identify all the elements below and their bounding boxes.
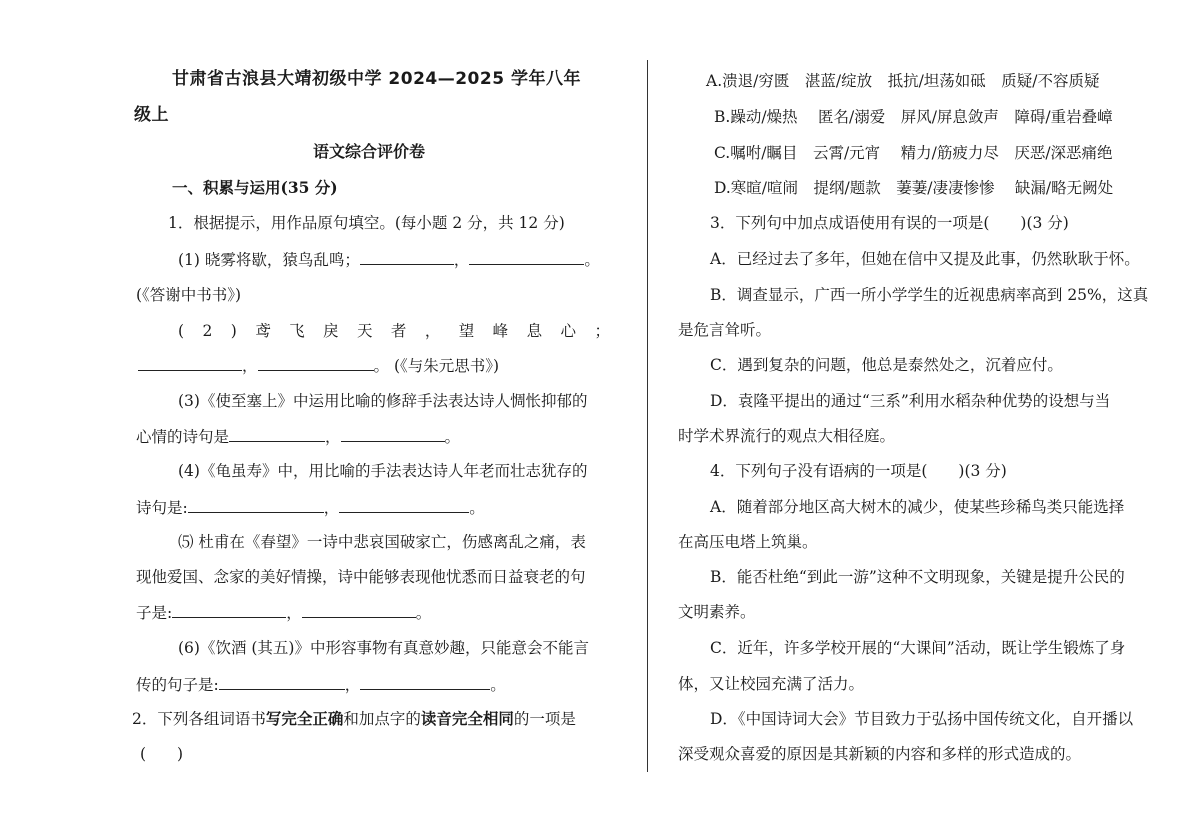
- q1-s2-line1: [178, 320, 610, 342]
- q3-option-d-line2: 时学术界流行的观点大相径庭。: [678, 427, 896, 445]
- q4-option-a-line2: 在高压电塔上筑巢。: [678, 533, 818, 551]
- q1-s3-line2: [136, 425, 460, 448]
- q3-option-a: A．已经过去了多年，但她在信中又提及此事，仍然耿耿于怀。: [710, 250, 1140, 268]
- q1-s5-label: 子是:: [136, 604, 173, 622]
- q4-option-c-line2: 体，又让校园充满了活力。: [678, 675, 865, 693]
- q2-stem-d: 读音完全相同: [420, 709, 514, 728]
- q1-s2-source: 。 (《与朱元思书》): [373, 357, 500, 375]
- s2-char: 戾: [323, 322, 339, 340]
- s2-char: 2: [202, 322, 213, 340]
- answer-blank[interactable]: [188, 496, 324, 513]
- q2-stem-b: 写完全正确: [265, 709, 344, 728]
- q1-s5-line2: 现他爱国、念家的美好情操，诗中能够表现他忧悉而日益衰老的句: [136, 568, 586, 586]
- q1-s4-end: 。: [469, 499, 485, 517]
- q1-s4-sep: ，: [323, 499, 340, 517]
- q3-option-c: C．遇到复杂的问题，他总是泰然处之，沉着应付。: [710, 356, 1063, 374]
- q2-stem-a: 2．下列各组词语书: [132, 710, 266, 728]
- q1-s6-end: 。: [490, 676, 506, 694]
- q4-option-d-line2: 深受观众喜爱的原因是其新颖的内容和多样的形式造成的。: [678, 745, 1082, 763]
- answer-blank[interactable]: [360, 673, 490, 690]
- q1-s5-end: 。: [415, 604, 432, 622]
- s2-char: 望: [458, 322, 475, 340]
- s2-char: 息: [526, 322, 543, 340]
- q2-stem-e: 的一项是: [513, 710, 576, 728]
- q1-s1-sep: ，: [453, 251, 470, 269]
- q1-s1: [178, 248, 600, 271]
- s2-char: ): [230, 322, 237, 340]
- q1-s6-line1: (6)《饮酒 (其五)》中形容事物有真意妙趣，只能意会不能言: [178, 639, 589, 657]
- q2-stem-c: 和加点字的: [343, 710, 421, 728]
- q1-s6-line2: [136, 673, 506, 696]
- q1-s3-end: 。: [444, 428, 461, 446]
- answer-blank[interactable]: [172, 601, 286, 618]
- q1-s1-end: 。: [584, 251, 600, 269]
- s2-char: 心: [560, 322, 577, 340]
- q4-option-b-line2: 文明素养。: [678, 603, 756, 621]
- q1-s6-sep: ，: [344, 676, 361, 694]
- s2-char: 飞: [289, 322, 305, 340]
- q1-s4-label: 诗句是:: [136, 499, 188, 517]
- q2-option-d: D.寒暄/喧闹 提纲/题款 萋萋/凄凄惨惨 缺漏/略无阙处: [714, 179, 1114, 197]
- q1-s2-sep: ，: [242, 357, 258, 375]
- q2-option-c: C.嘱咐/瞩目 云霄/元宵 精力/筋疲力尽 厌恶/深恶痛绝: [714, 144, 1113, 162]
- exam-title-line2: 级上: [134, 105, 169, 125]
- q4-option-a-line1: A．随着部分地区高大树木的减少，使某些珍稀鸟类只能选择: [710, 498, 1125, 516]
- q1-s4-line1: (4)《龟虽寿》中，用比喻的手法表达诗人年老而壮志犹存的: [178, 462, 588, 480]
- q1-s1-text: (1) 晓雾将歇，猿鸟乱鸣；: [178, 251, 360, 269]
- exam-title-line1: 甘肃省古浪县大靖初级中学 2024—2025 学年八年: [172, 69, 581, 89]
- s2-char: ；: [594, 322, 610, 340]
- q2-paren: ( ): [140, 745, 184, 763]
- q1-stem: 1．根据提示，用作品原句填空。(每小题 2 分，共 12 分): [168, 214, 565, 232]
- q2-option-b: B.躁动/燥热 匿名/溺爱 屏风/屏息敛声 障碍/重岩叠嶂: [714, 108, 1113, 126]
- section-heading: 一、积累与运用(35 分): [172, 178, 338, 197]
- answer-blank[interactable]: [469, 248, 584, 265]
- q1-s5-line3: [136, 601, 431, 624]
- right-column: [678, 0, 1158, 830]
- s2-char: 者: [390, 322, 407, 340]
- q3-option-b-line1: B．调查显示，广西一所小学学生的近视患病率高到 25%，这真: [710, 286, 1149, 304]
- s2-char: (: [178, 322, 185, 340]
- q1-s3-label: 心情的诗句是: [136, 428, 230, 446]
- answer-blank[interactable]: [229, 425, 325, 442]
- q3-option-d-line1: D．袁隆平提出的通过“三系”利用水稻杂种优势的设想与当: [710, 392, 1111, 410]
- q3-stem: 3．下列句中加点成语使用有误的一项是( )(3 分): [710, 214, 1069, 232]
- left-column: [132, 0, 618, 830]
- q4-option-b-line1: B．能否杜绝“到此一游”这种不文明现象，关键是提升公民的: [710, 568, 1125, 586]
- column-divider: [647, 60, 648, 772]
- answer-blank[interactable]: [360, 248, 454, 265]
- q1-s5-line1: ⑸ 杜甫在《春望》一诗中悲哀国破家亡，伤感离乱之痛，表: [178, 533, 586, 551]
- q1-s3-sep: ，: [325, 428, 341, 446]
- answer-blank[interactable]: [138, 354, 242, 371]
- s2-char: 鸢: [255, 322, 271, 340]
- s2-char: 天: [356, 322, 373, 340]
- q2-stem: [132, 708, 576, 730]
- q1-s4-line2: [136, 496, 485, 519]
- s2-char: 峰: [492, 322, 509, 340]
- answer-blank[interactable]: [219, 673, 345, 690]
- answer-blank[interactable]: [341, 425, 445, 442]
- q4-option-d-line1: D．《中国诗词大会》节目致力于弘扬中国传统文化，自开播以: [710, 710, 1134, 728]
- q2-option-a: A.溃退/穷匮 湛蓝/绽放 抵抗/坦荡如砥 质疑/不容质疑: [706, 72, 1100, 90]
- answer-blank[interactable]: [302, 601, 416, 618]
- q4-option-c-line1: C．近年，许多学校开展的“大课间”活动，既让学生锻炼了身: [710, 639, 1126, 657]
- q1-s3-line1: (3)《使至塞上》中运用比喻的修辞手法表达诗人惆怅抑郁的: [178, 392, 588, 410]
- q1-s2-line2: [138, 354, 499, 377]
- exam-subtitle: 语文综合评价卷: [313, 142, 426, 161]
- s2-char: ，: [424, 322, 441, 340]
- q4-stem: 4．下列句子没有语病的一项是( )(3 分): [710, 462, 1007, 480]
- q1-s6-label: 传的句子是:: [136, 676, 219, 694]
- q3-option-b-line2: 是危言耸听。: [678, 321, 772, 339]
- q1-s5-sep: ，: [286, 604, 302, 622]
- q1-s1-source: (《答谢中书书》): [136, 286, 242, 304]
- answer-blank[interactable]: [258, 354, 374, 371]
- answer-blank[interactable]: [339, 496, 469, 513]
